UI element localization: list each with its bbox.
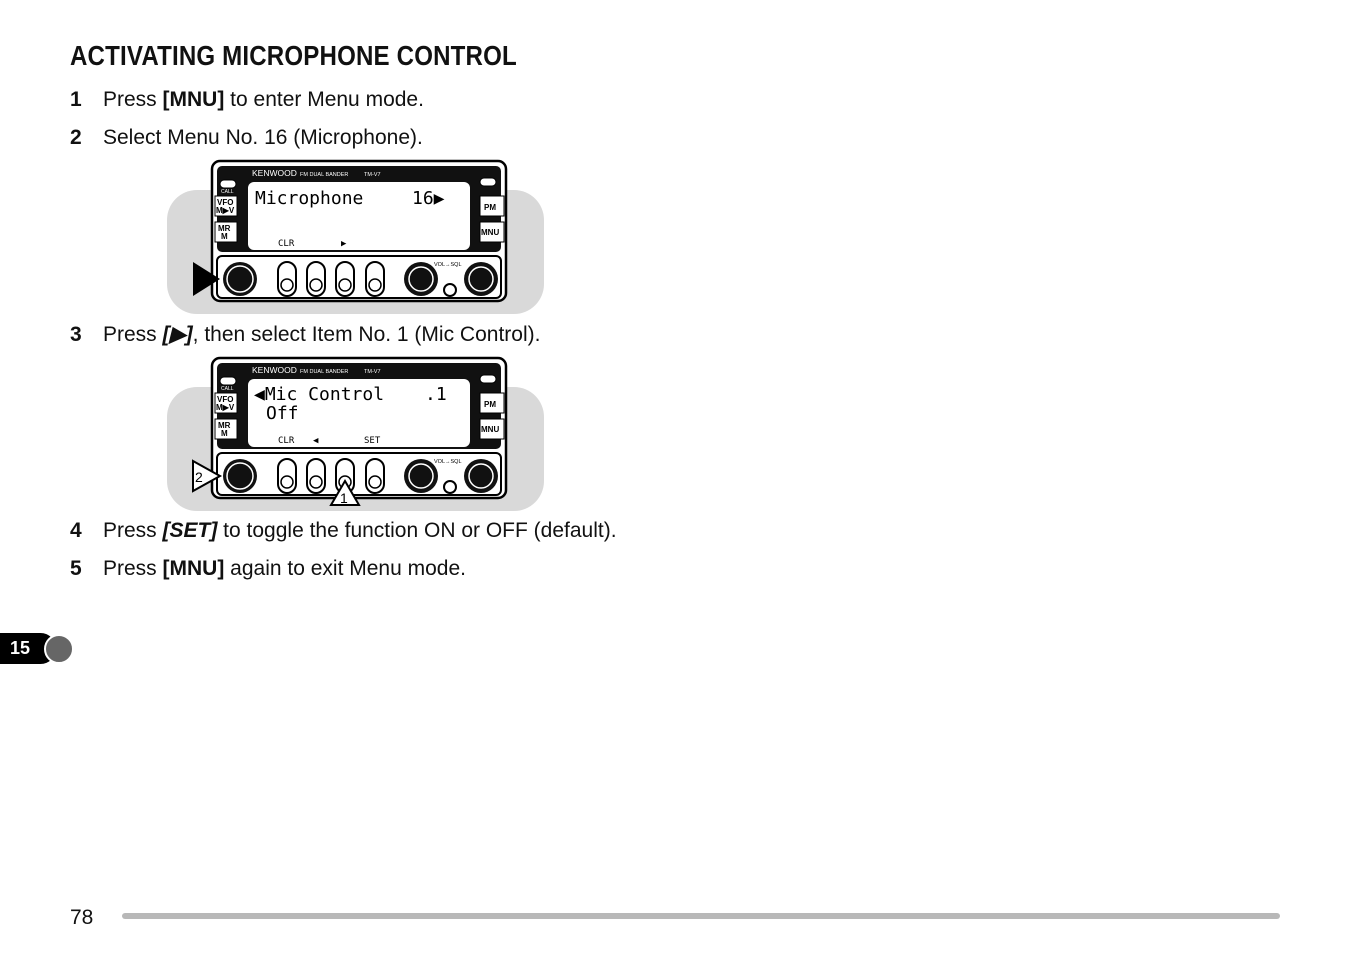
key-label: [MNU] — [162, 557, 225, 580]
page-number: 78 — [70, 906, 94, 929]
footer-rule — [122, 913, 1280, 919]
svg-text:FM DUAL BANDER: FM DUAL BANDER — [300, 172, 349, 178]
lcd-text: Microphone — [255, 188, 364, 209]
svg-text:FM DUAL BANDER: FM DUAL BANDER — [300, 369, 349, 375]
svg-text:CALL: CALL — [221, 189, 234, 195]
svg-text:VOL→SQL: VOL→SQL — [434, 459, 462, 465]
step-number: 4 — [70, 519, 82, 542]
svg-text:◀: ◀ — [313, 436, 319, 446]
step-5: 5 Press [MNU] again to exit Menu mode. — [70, 557, 466, 580]
step-number: 1 — [70, 88, 82, 111]
radio-panel-figure-2 — [160, 355, 550, 515]
chapter-dot — [44, 634, 74, 664]
callout-1: 1 — [340, 490, 348, 506]
svg-text:TM-V7: TM-V7 — [364, 172, 381, 178]
svg-text:SET: SET — [364, 436, 381, 446]
svg-text:▶: ▶ — [341, 239, 347, 249]
svg-text:PM: PM — [484, 400, 496, 409]
svg-text:CLR: CLR — [278, 239, 295, 249]
svg-text:VFO: VFO — [217, 198, 234, 207]
svg-text:PM: PM — [484, 203, 496, 212]
callout-2: 2 — [195, 469, 203, 485]
svg-text:MR: MR — [218, 421, 231, 430]
svg-text:MNU: MNU — [481, 228, 500, 237]
svg-text:MNU: MNU — [481, 425, 500, 434]
svg-text:16▶: 16▶ — [412, 188, 445, 209]
svg-text:.1: .1 — [425, 384, 447, 405]
step-3: 3 Press [▶], then select Item No. 1 (Mic Control). — [70, 323, 541, 346]
step-1: 1 Press [MNU] to enter Menu mode. — [70, 88, 424, 111]
step-2: 2 Select Menu No. 16 (Microphone). — [70, 126, 423, 149]
step-number: 3 — [70, 323, 82, 346]
radio-panel-figure-1 — [160, 158, 550, 318]
svg-text:M: M — [221, 232, 228, 241]
svg-text:CALL: CALL — [221, 386, 234, 392]
svg-text:MR: MR — [218, 224, 231, 233]
chapter-tab: 15 — [0, 633, 56, 664]
svg-text:VOL→SQL: VOL→SQL — [434, 262, 462, 268]
svg-text:VFO: VFO — [217, 395, 234, 404]
svg-text:M▶V: M▶V — [216, 206, 235, 215]
step-number: 2 — [70, 126, 82, 149]
svg-text:Off: Off — [266, 403, 299, 424]
lcd-text: ◀Mic Control — [254, 384, 385, 405]
key-label: [SET] — [162, 519, 218, 542]
svg-text:TM-V7: TM-V7 — [364, 369, 381, 375]
brand-label: KENWOOD — [252, 168, 297, 178]
svg-text:KENWOOD: KENWOOD — [252, 365, 297, 375]
step-number: 5 — [70, 557, 82, 580]
step-4: 4 Press [SET] to toggle the function ON or OFF (default). — [70, 519, 617, 542]
page-title: ACTIVATING MICROPHONE CONTROL — [70, 40, 517, 71]
svg-text:M: M — [221, 429, 228, 438]
key-label: [MNU] — [162, 88, 225, 111]
svg-text:CLR: CLR — [278, 436, 295, 446]
svg-text:M▶V: M▶V — [216, 403, 235, 412]
key-label: [▶] — [162, 323, 193, 346]
